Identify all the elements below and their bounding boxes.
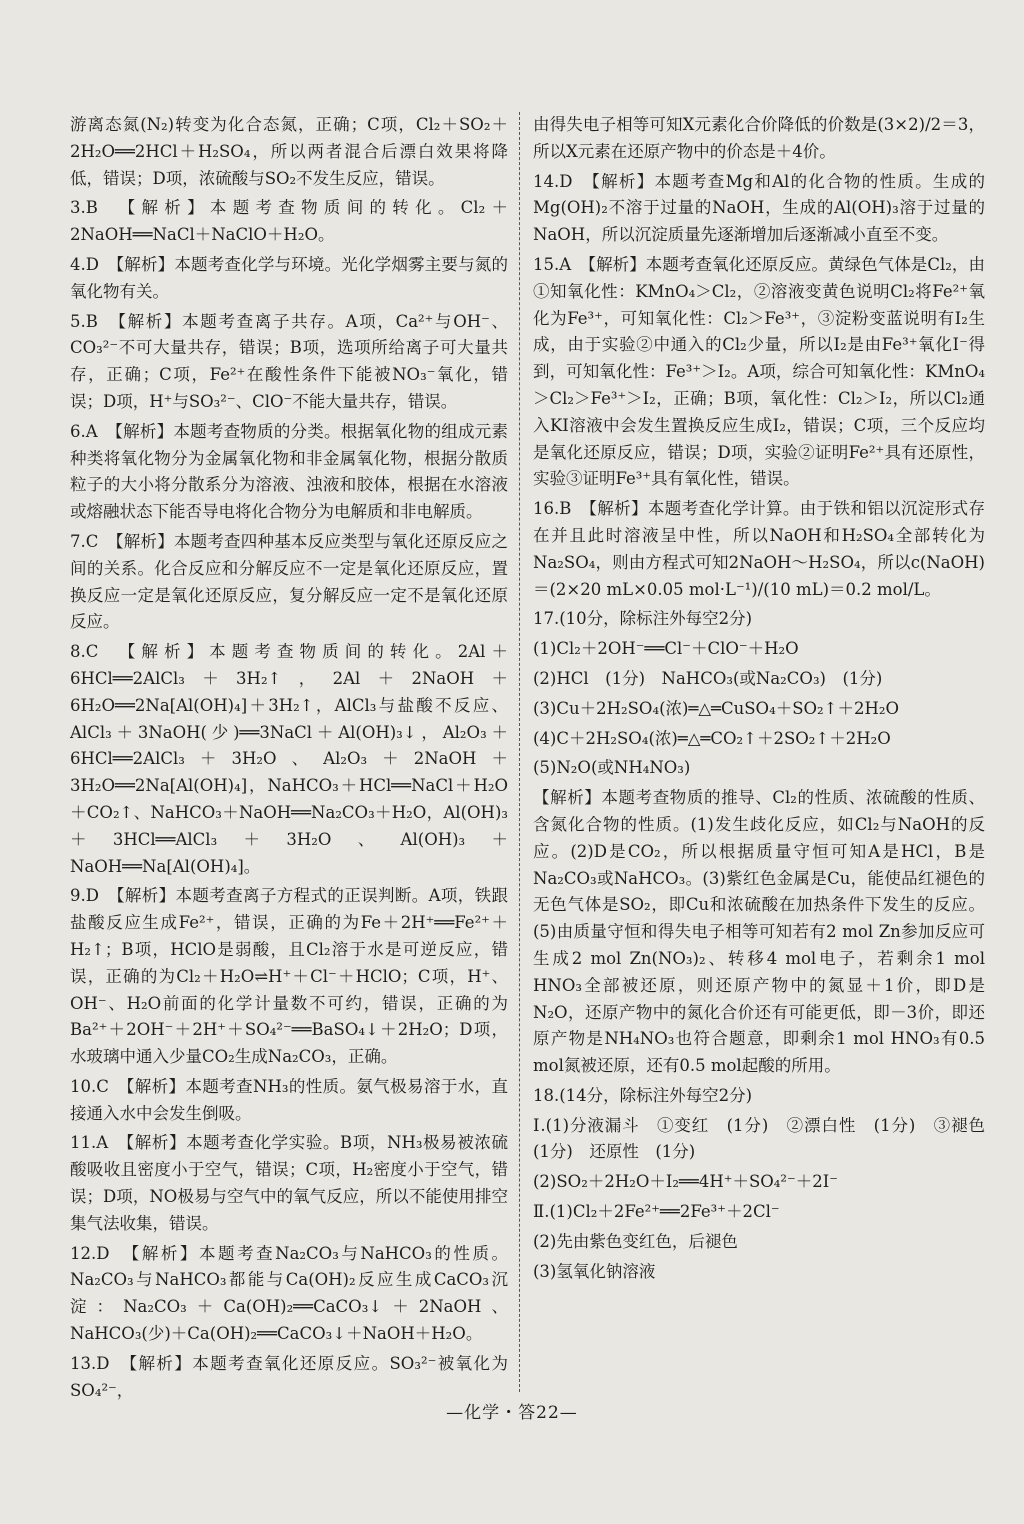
answer-11: 11.A 【解析】本题考查化学实验。B项，NH₃极易被浓硫酸吸收且密度小于空气，错误；C项，H₂密度小于空气，错误；D项，NO极易与空气中的氧气反应，所以不能使用排空集气法收集，错误。 bbox=[70, 1133, 508, 1233]
left-column bbox=[70, 112, 508, 1402]
page-footer: —化学・答22— bbox=[446, 1403, 578, 1423]
answer-16: 16.B 【解析】本题考查化学计算。由于铁和铝以沉淀形式存在并且此时溶液呈中性，所以NaOH和H₂SO₄全部转化为Na₂SO₄，则由方程式可知2NaOH～H₂SO₄，所以c(NaOH)＝(2×20 mL×0.05 mol·L⁻¹)/(10 mL)＝0.2 mol/L。 bbox=[533, 499, 985, 599]
answer-17-1: (1)Cl₂＋2OH⁻══Cl⁻＋ClO⁻＋H₂O bbox=[533, 639, 799, 659]
answer-17-analysis: 【解析】本题考查物质的推导、Cl₂的性质、浓硫酸的性质、含氮化合物的性质。(1)发生歧化反应，如Cl₂与NaOH的反应。(2)D是CO₂，所以根据质量守恒可知A是HCl，B是Na₂CO₃或NaHCO₃。(3)紫红色金属是Cu，能使品红褪色的无色气体是SO₂，即Cu和浓硫酸在加热条件下发生的反应。(5)由质量守恒和得失电子相等可知若有2 mol Zn参加反应可生成2 mol Zn(NO₃)₂、转移4 mol电子，若剩余1 mol HNO₃全部被还原，则还原产物中的氮显＋1价，即D是N₂O，还原产物中的氮化合价还有可能更低，即－3价，即还原产物是NH₄NO₃也符合题意，即剩余1 mol HNO₃有0.5 mol氮被还原，还有0.5 mol起酸的所用。 bbox=[533, 788, 985, 1076]
answer-18-1: Ⅰ.(1)分液漏斗 ①变红 (1分) ②漂白性 (1分) ③褪色 (1分) 还原性 (1分) bbox=[533, 1115, 1002, 1162]
right-column bbox=[533, 112, 1002, 1402]
answer-7: 7.C 【解析】本题考查四种基本反应类型与氧化还原反应之间的关系。化合反应和分解反应不一定是氧化还原反应，置换反应一定是氧化还原反应，复分解反应一定不是氧化还原反应。 bbox=[70, 531, 508, 632]
answer-18-2: (2)SO₂＋2H₂O＋I₂══4H⁺＋SO₄²⁻＋2I⁻ bbox=[533, 1172, 838, 1192]
answer-17-3: (3)Cu＋2H₂SO₄(浓)═△═CuSO₄＋SO₂↑＋2H₂O bbox=[533, 698, 899, 718]
answer-9: 9.D 【解析】本题考查离子方程式的正误判断。A项，铁跟盐酸反应生成Fe²⁺，错误，正确的为Fe＋2H⁺══Fe²⁺＋H₂↑；B项，HClO是弱酸，且Cl₂溶于水是可逆反应，错误，正确的为Cl₂＋H₂O⇌H⁺＋Cl⁻＋HClO；C项，H⁺、OH⁻、H₂O前面的化学计量数不可约，错误，正确的为Ba²⁺＋2OH⁻＋2H⁺＋SO₄²⁻══BaSO₄↓＋2H₂O；D项，水玻璃中通入少量CO₂生成Na₂CO₃，正确。 bbox=[70, 886, 508, 1067]
column-divider bbox=[519, 112, 520, 1392]
answer-15: 15.A 【解析】本题考查氧化还原反应。黄绿色气体是Cl₂，由①知氧化性：KMnO₄＞Cl₂，②溶液变黄色说明Cl₂将Fe²⁺氧化为Fe³⁺，可知氧化性：Cl₂＞Fe³⁺，③淀粉变蓝说明有I₂生成，由于实验②中通入的Cl₂少量，所以I₂是由Fe³⁺氧化I⁻得到，可知氧化性：Fe³⁺＞I₂。A项，综合可知氧化性：KMnO₄＞Cl₂＞Fe³⁺＞I₂，正确；B项，氧化性：Cl₂＞I₂，所以Cl₂通入KI溶液中会发生置换反应生成I₂，错误；C项，三个反应均是氧化还原反应，错误；D项，实验②证明Fe²⁺具有还原性，实验③证明Fe³⁺具有氧化性，错误。 bbox=[533, 254, 985, 489]
answer-18-ii-2: (2)先由紫色变红色，后褪色 bbox=[533, 1231, 738, 1251]
answer-18-ii-3: (3)氢氧化钠溶液 bbox=[533, 1261, 656, 1281]
answer-14: 14.D 【解析】本题考查Mg和Al的化合物的性质。生成的Mg(OH)₂不溶于过量的NaOH，生成的Al(OH)₃溶于过量的NaOH，所以沉淀质量先逐渐增加后逐渐减小直至不变。 bbox=[533, 171, 985, 245]
answer-13-cont: 由得失电子相等可知X元素化合价降低的价数是(3×2)/2＝3，所以X元素在还原产物中的价态是＋4价。 bbox=[533, 115, 985, 161]
answer-8: 8.C 【解析】本题考查物质间的转化。2Al＋6HCl══2AlCl₃＋3H₂↑，2Al＋2NaOH＋6H₂O══2Na[Al(OH)₄]＋3H₂↑，AlCl₃与盐酸不反应、AlCl₃＋3NaOH(少)══3NaCl＋Al(OH)₃↓，Al₂O₃＋6HCl══2AlCl₃＋3H₂O、Al₂O₃＋2NaOH＋3H₂O══2Na[Al(OH)₄]，NaHCO₃＋HCl══NaCl＋H₂O＋CO₂↑、NaHCO₃＋NaOH══Na₂CO₃＋H₂O，Al(OH)₃＋3HCl══AlCl₃＋3H₂O、Al(OH)₃＋NaOH══Na[Al(OH)₄]。 bbox=[70, 642, 508, 876]
answer-4: 4.D 【解析】本题考查化学与环境。光化学烟雾主要与氮的氧化物有关。 bbox=[70, 254, 508, 301]
answer-17-4: (4)C＋2H₂SO₄(浓)═△═CO₂↑＋2SO₂↑＋2H₂O bbox=[533, 728, 891, 748]
answer-12: 12.D 【解析】本题考查Na₂CO₃与NaHCO₃的性质。Na₂CO₃与NaHCO₃都能与Ca(OH)₂反应生成CaCO₃沉淀：Na₂CO₃＋Ca(OH)₂══CaCO₃↓＋2NaOH、NaHCO₃(少)＋Ca(OH)₂══CaCO₃↓＋NaOH＋H₂O。 bbox=[70, 1243, 508, 1344]
answer-17-2: (2)HCl (1分) NaHCO₃(或Na₂CO₃) (1分) bbox=[533, 668, 883, 688]
answer-6: 6.A 【解析】本题考查物质的分类。根据氧化物的组成元素种类将氧化物分为金属氧化物和非金属氧化物，根据分散质粒子的大小将分散系分为溶液、浊液和胶体，根据在水溶液或熔融状态下能否导电将化合物分为电解质和非电解质。 bbox=[70, 421, 508, 522]
answer-18-ii-1: Ⅱ.(1)Cl₂＋2Fe²⁺══2Fe³⁺＋2Cl⁻ bbox=[533, 1202, 780, 1222]
answer-18-header: 18.(14分，除标注外每空2分) bbox=[533, 1085, 753, 1105]
answer-17-header: 17.(10分，除标注外每空2分) bbox=[533, 609, 753, 629]
answer-3: 3.B 【解析】本题考查物质间的转化。Cl₂＋2NaOH══NaCl＋NaClO＋H₂O。 bbox=[70, 198, 508, 245]
paragraph-continuation: 游离态氮(N₂)转变为化合态氮，正确；C项，Cl₂＋SO₂＋2H₂O══2HCl＋H₂SO₄，所以两者混合后漂白效果将降低，错误；D项，浓硫酸与SO₂不发生反应，错误。 bbox=[70, 115, 508, 188]
answer-17-5: (5)N₂O(或NH₄NO₃) bbox=[533, 758, 691, 778]
answer-5: 5.B 【解析】本题考查离子共存。A项，Ca²⁺与OH⁻、CO₃²⁻不可大量共存，错误；B项，选项所给离子可大量共存，正确；C项，Fe²⁺在酸性条件下能被NO₃⁻氧化，错误；D项，H⁺与SO₃²⁻、ClO⁻不能大量共存，错误。 bbox=[70, 311, 508, 411]
answer-13-start: 13.D 【解析】本题考查氧化还原反应。SO₃²⁻被氧化为SO₄²⁻， bbox=[70, 1353, 508, 1400]
answer-10: 10.C 【解析】本题考查NH₃的性质。氨气极易溶于水，直接通入水中会发生倒吸。 bbox=[70, 1076, 508, 1123]
